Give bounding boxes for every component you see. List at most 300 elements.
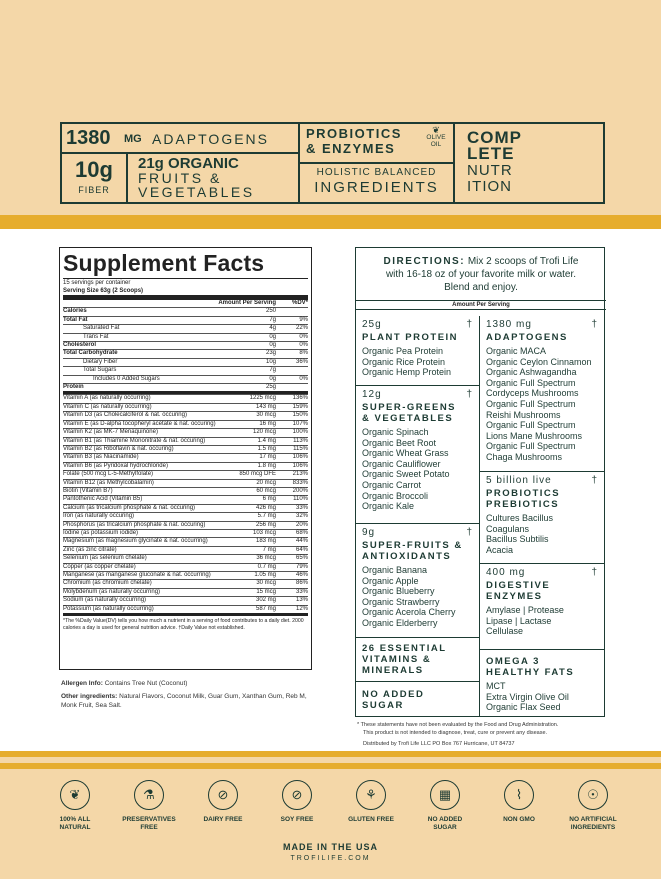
vitamin-amount: 1.8 mg [257, 462, 276, 469]
complete-label-2: LETE [467, 144, 515, 163]
badge-label-line-1: GLUTEN FREE [348, 816, 394, 823]
vegetables-label: VEGETABLES [138, 184, 255, 200]
badge [484, 780, 554, 824]
badge-label-line-2: FREE [140, 824, 158, 831]
omega-block [480, 650, 604, 716]
vitamin-name: Iodine (as potassium iodide) [63, 529, 139, 536]
ingredient-item: Cordyceps Mushrooms [486, 388, 579, 399]
dagger-mark: † [591, 319, 598, 330]
nutrient-name: Trans Fat [83, 333, 109, 340]
nutrient-amount: 7g [269, 316, 276, 323]
vitamin-row [63, 445, 308, 453]
vitamin-dv: 106% [292, 462, 308, 469]
olive-icon: ❦ [432, 125, 440, 135]
vitamin-amount: 256 mg [255, 521, 276, 528]
vitamin-dv: 33% [295, 588, 308, 595]
vitamin-name: Phosphorus (as tricalcium phosphate & nat. occuring) [63, 521, 206, 528]
macro-rows [63, 307, 308, 391]
ingredient-item: Organic Banana [362, 565, 428, 575]
olive-label: OLIVE [426, 134, 446, 141]
adaptogens-label: ADAPTOGENS [152, 131, 269, 147]
vitamins-title-3: MINERALS [362, 665, 424, 676]
vitamin-name: Iron (as naturally occuring) [63, 513, 135, 520]
vitamin-name: Vitamin B6 (as Pyridoxal hydrochloride) [63, 462, 168, 469]
protein-amount: 25g [362, 319, 382, 330]
vitamin-name: Sodium (as naturally occurring) [63, 597, 147, 604]
vitamin-row [63, 563, 308, 571]
vitamin-row [63, 411, 308, 419]
vitamin-amount: 36 mcg [256, 555, 276, 562]
vitamin-name: Pantothenic Acid (Vitamin B5) [63, 496, 143, 503]
vitamin-dv: 106% [292, 454, 308, 461]
ingredient-item: Organic Carrot [362, 479, 422, 490]
ingredient-item: Reishi Mushrooms [486, 409, 561, 420]
badge-label-line-1: NO ADDED [427, 816, 463, 823]
dv-footnote: *The %Daily Value(DV) tells you how much a nutrient in a serving of food contributes to a daily diet. 2000 calories a day is used for general nutrition advice. †Daily Value not established. [63, 618, 304, 631]
probiotics-title-1: PROBIOTICS [486, 488, 561, 499]
facts-row [63, 341, 308, 349]
ingredient-item: Organic Ashwagandha [486, 367, 577, 378]
badge-label [262, 816, 332, 824]
badge-label-line-2: SUGAR [433, 824, 457, 831]
disclaimer-line-2: This product is not intended to diagnose, treat, cure or prevent any disease. [363, 729, 548, 736]
ingredient-item: Organic Flax Seed [486, 702, 561, 713]
oil-label: OIL [430, 141, 442, 148]
vitamin-row [63, 521, 308, 529]
vitamin-dv: 213% [292, 471, 308, 478]
molecule-icon: ☉ [578, 780, 608, 810]
made-in-usa: MADE IN THE USA [282, 842, 378, 852]
plant-protein-block [356, 316, 480, 386]
vitamin-name: Vitamin K2 (as MK-7 Menaquinone) [63, 429, 158, 436]
probiotics-list [486, 513, 598, 555]
vitamin-amount: 60 mcg [256, 487, 276, 494]
vitamins-title-2: VITAMINS & [362, 654, 432, 665]
badge-row [40, 780, 640, 840]
flask-icon: ⚗ [134, 780, 164, 810]
facts-row [63, 358, 308, 366]
badge-label [336, 816, 406, 824]
vitamin-amount: 103 mcg [252, 529, 276, 536]
fda-disclaimer [357, 722, 607, 737]
vitamin-name: Vitamin B1 (as Thiamine Mononitrate & nat. occuring) [63, 437, 206, 444]
badge-label [40, 816, 110, 832]
bottom-gold-band-2 [0, 763, 661, 769]
vitamin-dv: 32% [295, 513, 308, 520]
vitamin-amount: 850 mcg DFE [239, 471, 276, 478]
vitamin-amount: 143 mg [255, 403, 276, 410]
vitamin-amount: 0.7 mg [257, 563, 276, 570]
directions [356, 248, 606, 298]
ingredient-item: Organic Hemp Protein [362, 367, 452, 378]
no-added-sugar-block [356, 682, 480, 716]
header-claims [60, 122, 605, 204]
sugar-cubes-icon: ▦ [430, 780, 460, 810]
enzymes-label: & ENZYMES [306, 141, 396, 156]
fiber-label: FIBER [78, 185, 110, 195]
vitamin-amount: 7 mg [262, 546, 276, 553]
ingredient-item: Chaga Mushrooms [486, 451, 563, 462]
vitamin-amount: 30 mcg [256, 580, 276, 587]
vitamin-row [63, 546, 308, 554]
badge [114, 780, 184, 832]
nutrient-dv [276, 308, 308, 315]
fruits-label: FRUITS & [138, 170, 222, 186]
facts-row [63, 375, 308, 383]
vitamin-dv: 150% [292, 412, 308, 419]
vitamin-amount: 302 mg [255, 597, 276, 604]
vitamin-amount: 17 mg [259, 454, 276, 461]
badge-label [114, 816, 184, 832]
nutrition-label-1: NUTR [467, 162, 513, 179]
fruits-amount: 9g [362, 527, 376, 538]
vitamin-name: Copper (as copper chelate) [63, 563, 136, 570]
greens-amount: 12g [362, 389, 382, 400]
facts-row [63, 316, 308, 324]
ingredient-item: Organic Full Spectrum [486, 441, 576, 452]
badge [336, 780, 406, 824]
vitamin-row [63, 596, 308, 604]
organic-number: 21g [138, 155, 164, 172]
vitamin-row [63, 605, 308, 613]
vitamin-dv: 68% [295, 529, 308, 536]
nutrient-dv [276, 367, 308, 374]
dagger-mark: † [591, 475, 598, 486]
supplement-facts-panel [59, 247, 312, 670]
facts-separator-bottom [63, 613, 308, 616]
vitamin-row [63, 512, 308, 520]
vitamin-amount: 120 mcg [252, 429, 276, 436]
vitamin-row [63, 487, 308, 495]
adaptogens-block [480, 316, 604, 472]
adaptogens-amount: 1380 mg [486, 319, 532, 330]
complete-nutrition-cell [455, 124, 603, 202]
vitamin-amount: 6 mg [262, 496, 276, 503]
greens-list [362, 427, 473, 512]
vitamin-dv: 65% [295, 555, 308, 562]
website: TROFILIFE.COM [290, 855, 371, 862]
nutrient-name: Protein [63, 384, 84, 391]
omega-title-2: HEALTHY FATS [486, 667, 575, 678]
greens-block [356, 386, 480, 524]
vitamin-dv: 44% [295, 538, 308, 545]
dv-header: %DV* [291, 300, 308, 306]
holistic-label: HOLISTIC BALANCED [316, 167, 437, 178]
vitamin-amount: 183 mg [255, 538, 276, 545]
vitamin-dv: 100% [292, 429, 308, 436]
vitamin-name: Vitamin B12 (as Methylcobalamin) [63, 479, 154, 486]
holistic-cell [300, 164, 455, 202]
vitamin-amount: 30 mcg [256, 412, 276, 419]
vitamin-dv: 64% [295, 546, 308, 553]
vitamin-row [63, 394, 308, 402]
dagger-mark: † [466, 389, 473, 400]
vitamin-dv: 159% [292, 403, 308, 410]
vitamin-row [63, 453, 308, 461]
nutrition-label-2: ITION [467, 178, 512, 195]
ingredient-item: Organic Blueberry [362, 586, 435, 597]
facts-row [63, 307, 308, 315]
vitamin-row [63, 479, 308, 487]
vitamin-name: Manganese (as manganese gluconate & nat. occurring) [63, 572, 211, 578]
ingredient-item: MCT [486, 681, 506, 691]
nutrient-dv: 0% [299, 375, 308, 382]
fruits-title-1: SUPER-FRUITS & [362, 540, 463, 551]
ingredient-item: Bacillus Subtilis [486, 534, 549, 545]
vitamin-row [63, 504, 308, 512]
enzymes-title-2: ENZYMES [486, 591, 543, 602]
badge-label-line-1: NO ARTIFICIAL [569, 816, 617, 823]
supplement-facts-title: Supplement Facts [63, 250, 308, 279]
adaptogens-number: 1380 [66, 127, 111, 149]
disclaimer-line-1: * These statements have not been evaluated by the Food and Drug Administration. [357, 722, 559, 728]
adaptogens-list [486, 346, 598, 463]
ingredient-item: Organic Elderberry [362, 617, 438, 628]
badge-label-line-2: NATURAL [59, 824, 91, 831]
probiotics-cell [300, 124, 455, 164]
vitamin-name: Potassium (as naturally occurring) [63, 605, 154, 612]
vitamin-rows [63, 394, 308, 613]
vitamin-row [63, 579, 308, 587]
vitamin-dv: 20% [295, 521, 308, 528]
directions-text-3: Blend and enjoy. [444, 282, 518, 293]
vitamin-name: Calcium (as tricalcium phosphate & nat. occuring) [63, 504, 196, 511]
vitamin-name: Vitamin D3 (as Cholecalciferol & nat. occuring) [63, 412, 187, 419]
badge-label [558, 816, 628, 832]
directions-text-1: Mix 2 scoops of Trofi Life [467, 256, 579, 267]
vitamin-name: Biotin (Vitamin B7) [63, 487, 113, 494]
adaptogens-cell [62, 124, 300, 154]
vitamin-dv: 46% [295, 572, 308, 578]
nutrient-dv: 0% [299, 342, 308, 349]
fruits-cell [128, 154, 300, 202]
nutrient-dv: 36% [295, 358, 308, 365]
facts-header-row [63, 300, 308, 307]
facts-row [63, 333, 308, 341]
directions-text-2: with 16-18 oz of your favorite milk or water. [385, 269, 577, 280]
probiotics-amount: 5 billion live [486, 475, 552, 486]
vitamin-amount: 16 mg [259, 420, 276, 427]
ingredient-item: Organic Beet Root [362, 437, 437, 448]
badge [188, 780, 258, 824]
vitamin-row [63, 420, 308, 428]
bottom-gold-band [0, 751, 661, 757]
leaf-icon: ❦ [60, 780, 90, 810]
vitamin-dv: 79% [295, 563, 308, 570]
ingredient-item: Organic MACA [486, 346, 547, 356]
omega-title-1: OMEGA 3 [486, 656, 540, 667]
vitamin-amount: 587 mg [255, 605, 276, 612]
no-sugar-title-2: SUGAR [362, 700, 404, 711]
ingredient-item: Organic Cauliflower [362, 458, 441, 469]
vitamin-dv: 86% [295, 580, 308, 587]
ingredient-item: Lipase | Lactase [486, 615, 552, 626]
amount-per-serving-label: Amount Per Serving [356, 300, 606, 310]
ingredient-item: Lions Mane Mushrooms [486, 430, 583, 441]
vitamin-row [63, 470, 308, 478]
plant-protein-list [362, 346, 473, 378]
vitamin-name: Zinc (as zinc citrate) [63, 546, 117, 553]
ingredient-item: Organic Spinach [362, 427, 429, 437]
plant-protein-title: PLANT PROTEIN [362, 332, 459, 343]
nutrient-amount: 0g [269, 333, 276, 340]
vitamin-row [63, 495, 308, 503]
badge-label [410, 816, 480, 832]
vitamin-name: Vitamin B2 (as Riboflavin & nat. occuring) [63, 445, 174, 452]
allergen-text: Contains Tree Nut (Coconut) [104, 680, 188, 687]
fruits-list [362, 565, 473, 629]
badge-label [188, 816, 258, 824]
adaptogens-title: ADAPTOGENS [486, 332, 568, 343]
nutrient-name: Calories [63, 308, 87, 315]
nutrient-amount: 7g [269, 367, 276, 374]
other-ingredients [61, 693, 311, 710]
facts-row [63, 366, 308, 374]
nutrient-amount: 250 [265, 308, 276, 315]
nutrient-amount: 4g [269, 325, 276, 332]
vitamin-row [63, 588, 308, 596]
prebiotics-title: PREBIOTICS [486, 499, 560, 510]
dna-icon: ⌇ [504, 780, 534, 810]
badge [40, 780, 110, 832]
ingredient-item: Amylase | Protease [486, 605, 564, 615]
badge [262, 780, 332, 824]
fiber-number: 10g [75, 157, 113, 182]
ingredient-item: Organic Broccoli [362, 490, 429, 501]
vitamin-amount: 1.05 mg [254, 572, 276, 578]
vitamin-name: Vitamin E (as D-alpha tocopheryl acetate & nat. occuring) [63, 420, 216, 427]
vitamin-dv: 13% [295, 597, 308, 604]
nutrient-dv: 0% [299, 333, 308, 340]
vitamin-dv: 12% [295, 605, 308, 612]
badge-label-line-1: PRESERVATIVES [122, 816, 176, 823]
badge-label-line-1: NON GMO [503, 816, 535, 823]
servings-per-container: 15 servings per container [63, 280, 131, 286]
directions-label: DIRECTIONS: [383, 256, 466, 267]
amount-per-serving-header: Amount Per Serving [218, 300, 276, 306]
vitamin-name: Molybdenum (as naturally occurring) [63, 588, 161, 595]
vitamin-dv: 833% [292, 479, 308, 486]
milk-icon: ⊘ [208, 780, 238, 810]
ingredient-item: Organic Sweet Potato [362, 469, 450, 480]
enzymes-list [486, 605, 598, 637]
ingredient-item: Acacia [486, 544, 514, 555]
badge-label-line-2: INGREDIENTS [570, 824, 616, 831]
vitamin-amount: 20 mcg [256, 479, 276, 486]
vitamin-dv: 110% [293, 496, 308, 503]
soy-icon: ⊘ [282, 780, 312, 810]
nutrient-amount: 0g [269, 375, 276, 382]
vitamin-name: Vitamin C (as naturally occurring) [63, 403, 152, 410]
ingredient-item: Organic Ceylon Cinnamon [486, 356, 592, 367]
vitamins-minerals-block [356, 638, 480, 682]
nutrient-dv [276, 384, 308, 391]
vitamin-amount: 426 mg [255, 504, 276, 511]
allergen-label: Allergen Info: [61, 680, 103, 687]
vitamin-amount: 5.7 mg [257, 513, 276, 520]
vitamin-name: Chromium (as chromium chelate) [63, 580, 152, 587]
badge-label-line-1: 100% ALL [59, 816, 91, 823]
dagger-mark: † [466, 527, 473, 538]
vitamin-row [63, 529, 308, 537]
probiotics-block [480, 472, 604, 564]
greens-title-2: & VEGETABLES [362, 413, 454, 424]
adaptogens-unit: MG [124, 133, 142, 145]
vitamin-row [63, 437, 308, 445]
ingredient-item: Organic Strawberry [362, 596, 440, 607]
vitamin-row [63, 403, 308, 411]
nutrient-amount: 25g [265, 384, 276, 391]
enzymes-amount: 400 mg [486, 567, 526, 578]
ingredient-item: Organic Kale [362, 501, 415, 512]
vitamin-name: Magnesium (as magnesium glycinate & nat. occurring) [63, 538, 208, 545]
vitamin-row [63, 462, 308, 470]
vitamin-dv: 200% [292, 487, 308, 494]
ingredient-item: Organic Full Spectrum [486, 377, 576, 388]
nutrient-dv: 8% [299, 350, 308, 357]
badge [558, 780, 628, 832]
badge-label-line-1: SOY FREE [280, 816, 314, 823]
ingredient-item: Organic Apple [362, 575, 419, 586]
fruits-block [356, 524, 480, 638]
vitamin-row [63, 428, 308, 436]
probiotics-label: PROBIOTICS [306, 126, 402, 141]
facts-row [63, 349, 308, 357]
omega-list [486, 681, 598, 713]
ingredients-label: INGREDIENTS [314, 179, 439, 196]
nutrient-dv: 9% [299, 316, 308, 323]
vitamin-dv: 33% [295, 504, 308, 511]
nutrient-dv: 22% [295, 325, 308, 332]
fruits-title-2: ANTIOXIDANTS [362, 551, 452, 562]
other-ingredients-text: Natural Flavors, Coconut Milk, Guar Gum, Xanthan Gum, Reb M, Monk Fruit, Sea Salt. [61, 693, 307, 709]
vitamin-row [63, 554, 308, 562]
nutrient-amount: 23g [265, 350, 276, 357]
enzymes-block [480, 564, 604, 650]
vitamin-name: Selenium (as selenium chelate) [63, 555, 147, 562]
badge [410, 780, 480, 832]
dagger-mark: † [591, 567, 598, 578]
enzymes-title-1: DIGESTIVE [486, 580, 551, 591]
dagger-mark: † [466, 319, 473, 330]
greens-title-1: SUPER-GREENS [362, 402, 457, 413]
vitamin-name: Folate (500 mcg L-5-Methylfolate) [63, 471, 154, 478]
vitamin-dv: 107% [292, 420, 308, 427]
no-sugar-title-1: NO ADDED [362, 689, 425, 700]
ingredient-item: Organic Full Spectrum [486, 398, 576, 409]
badge-label-line-1: DAIRY FREE [203, 816, 243, 823]
vitamin-row [63, 571, 308, 579]
vitamin-amount: 15 mcg [256, 588, 276, 595]
complete-label-1: COMP [467, 128, 522, 147]
nutrient-amount: 10g [265, 358, 276, 365]
vitamin-name: Vitamin A (as naturally occurring) [63, 395, 151, 402]
vitamin-amount: 1225 mcg [249, 395, 276, 402]
ingredient-item: Organic Acerola Cherry [362, 607, 456, 618]
vitamin-dv: 115% [293, 445, 308, 452]
allergen-info [61, 680, 311, 688]
vitamin-row [63, 537, 308, 545]
nutrient-name: Total Sugars [83, 367, 117, 374]
vitamin-amount: 1.4 mg [257, 437, 276, 444]
facts-row [63, 383, 308, 391]
vitamins-title-1: 26 ESSENTIAL [362, 643, 447, 654]
nutrient-amount: 0g [269, 342, 276, 349]
serving-size: Serving Size 63g (2 Scoops) [63, 287, 308, 300]
ingredient-item: Organic Pea Protein [362, 346, 444, 356]
other-ingredients-label: Other ingredients: [61, 693, 118, 700]
ingredient-item: Coagulans [486, 523, 530, 534]
